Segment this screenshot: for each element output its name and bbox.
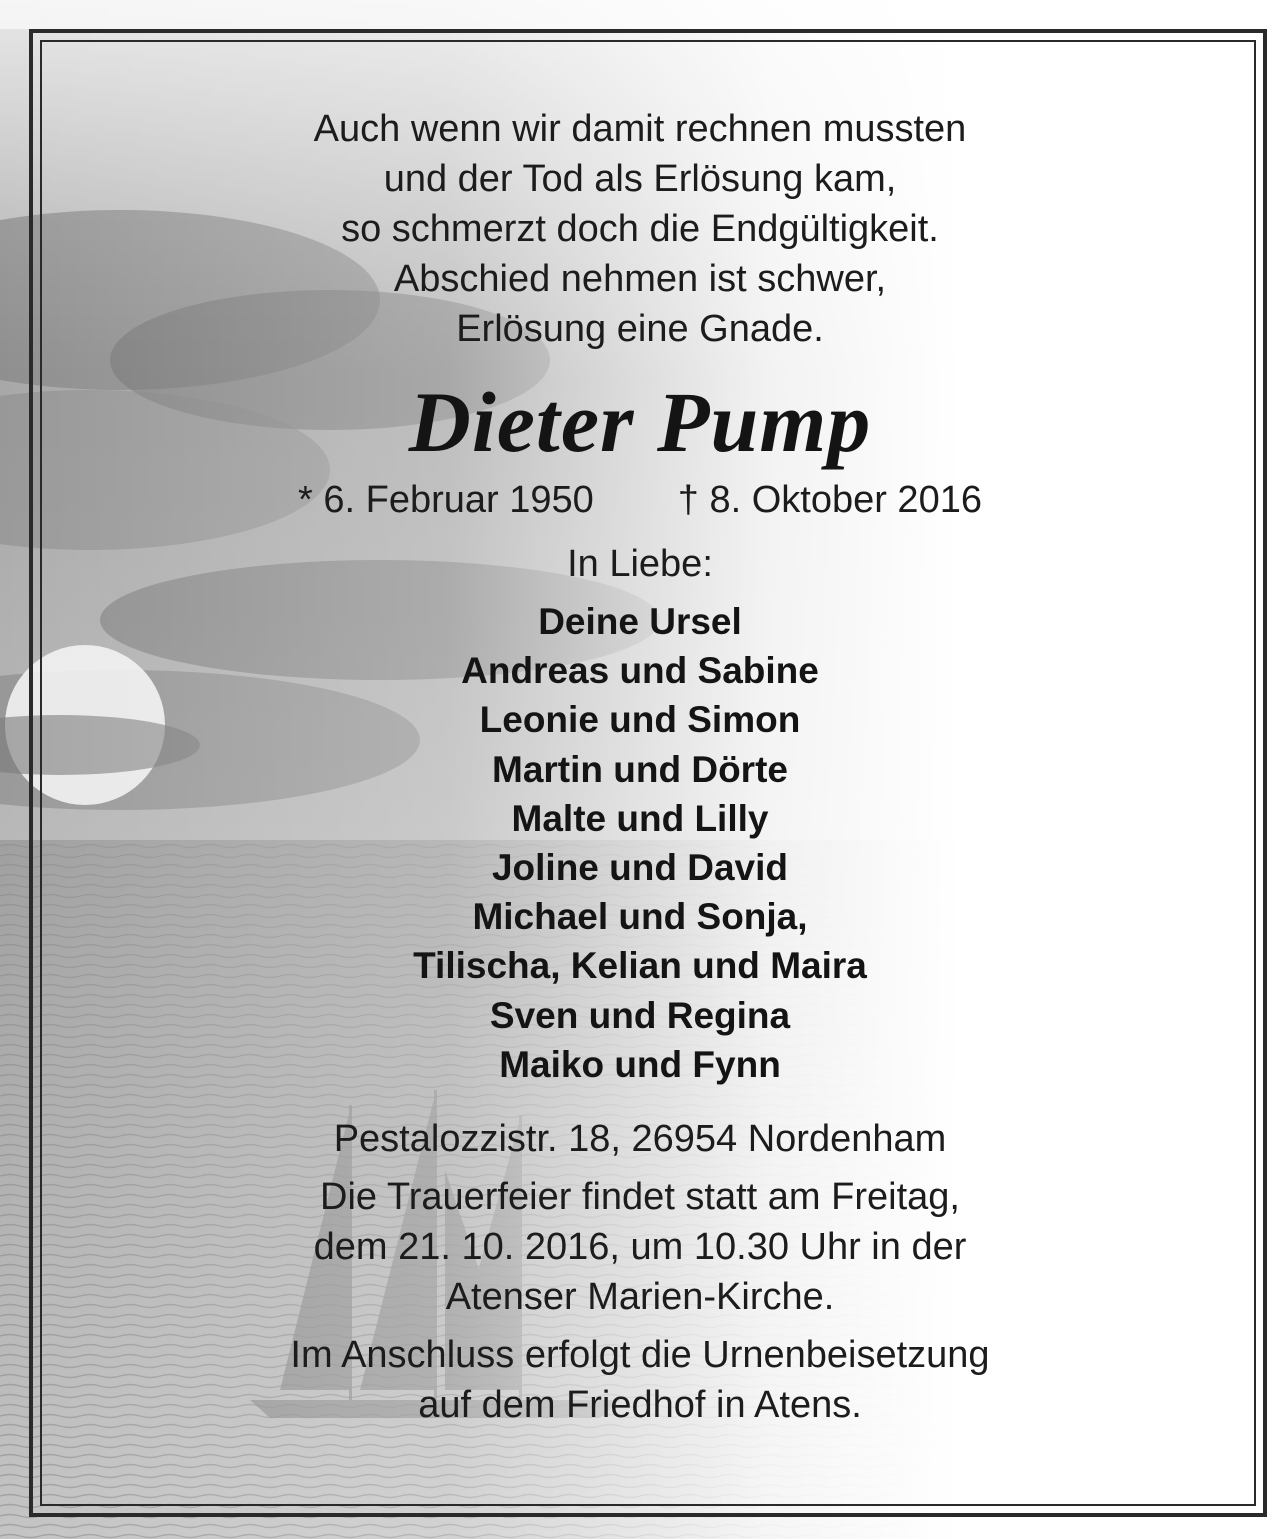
list-item: Andreas und Sabine [461,650,819,692]
list-item: Joline und David [491,847,789,889]
mourners-list [40,597,1240,1089]
burial-block [40,1330,1240,1430]
poem-line: Erlösung eine Gnade. [456,308,824,350]
life-dates [40,474,1240,526]
list-item: Michael und Sonja, [472,896,808,938]
burial-line: auf dem Friedhof in Atens. [418,1384,862,1426]
poem-line: Abschied nehmen ist schwer, [393,258,887,300]
list-item: Leonie und Simon [479,699,801,741]
address: Pestalozzistr. 18, 26954 Nordenham [333,1118,947,1160]
list-item: Sven und Regina [489,994,791,1036]
list-item: Martin und Dörte [492,748,788,790]
ceremony-line: Atenser Marien-Kirche. [445,1276,835,1318]
poem-line: so schmerzt doch die Endgültigkeit. [341,208,939,250]
birth-date: * 6. Februar 1950 [298,479,594,521]
list-item: Deine Ursel [538,601,742,642]
ceremony-block [40,1172,1240,1322]
ceremony-line: dem 21. 10. 2016, um 10.30 Uhr in der [313,1226,967,1268]
in-liebe-heading: In Liebe: [567,543,713,585]
service-info [40,1114,1240,1438]
poem-line: Auch wenn wir damit rechnen mussten [313,108,967,150]
list-item: Maiko und Fynn [499,1043,781,1085]
ceremony-line: Die Trauerfeier findet statt am Freitag, [320,1176,960,1218]
burial-line: Im Anschluss erfolgt die Urnenbeisetzung [290,1334,990,1376]
poem-line: und der Tod als Erlösung kam, [383,158,897,200]
deceased-name: Dieter Pump [408,374,872,470]
list-item: Malte und Lilly [511,797,769,839]
address-block [40,1114,1240,1164]
list-item: Tilischa, Kelian und Maira [413,945,867,987]
poem [40,104,1240,354]
death-date: † 8. Oktober 2016 [677,479,982,521]
